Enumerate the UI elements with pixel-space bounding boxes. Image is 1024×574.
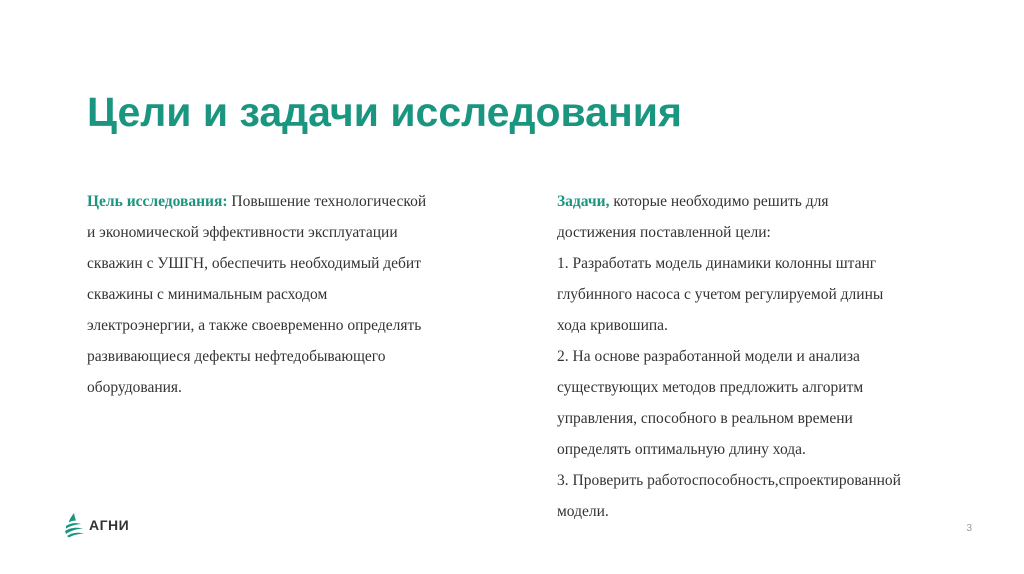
goal-column <box>87 186 487 403</box>
task-item-2: 2. На основе разработанной модели и анализа <box>557 348 860 365</box>
tasks-line: глубинного насоса с учетом регулируемой длины <box>557 286 884 303</box>
tasks-line: хода кривошипа. <box>557 317 668 334</box>
task-item-1: 1. Разработать модель динамики колонны штанг <box>557 255 877 272</box>
goal-line: скважин с УШГН, обеспечить необходимый дебит <box>87 255 421 272</box>
goal-line: развивающиеся дефекты нефтедобывающего <box>87 348 386 365</box>
goal-paragraph <box>87 186 487 403</box>
slide-title: Цели и задачи исследования <box>87 89 682 135</box>
tasks-text-1: которые необходимо решить для <box>609 193 829 210</box>
page-number: 3 <box>966 523 972 534</box>
goal-line: оборудования. <box>87 379 182 396</box>
agni-drop-icon <box>63 512 85 538</box>
tasks-line: определять оптимальную длину хода. <box>557 441 806 458</box>
tasks-line: модели. <box>557 503 609 520</box>
goal-line: скважины с минимальным расходом <box>87 286 328 303</box>
goal-label: Цель исследования: <box>87 193 228 210</box>
tasks-line: существующих методов предложить алгоритм <box>557 379 864 396</box>
goal-line: и экономической эффективности эксплуатации <box>87 224 398 241</box>
tasks-label: Задачи, <box>557 193 610 210</box>
tasks-line-1 <box>557 186 957 217</box>
logo <box>63 512 129 538</box>
task-item-3: 3. Проверить работоспособность,спроектированной <box>557 472 901 489</box>
goal-text-1: Повышение технологической <box>227 193 427 210</box>
tasks-paragraph <box>557 186 957 527</box>
logo-text: АГНИ <box>89 517 130 533</box>
tasks-line: достижения поставленной цели: <box>557 224 771 241</box>
goal-line: электроэнергии, а также своевременно определять <box>87 317 422 334</box>
tasks-column <box>557 186 957 527</box>
tasks-line: управления, способного в реальном времени <box>557 410 853 427</box>
goal-line-1 <box>87 186 487 217</box>
